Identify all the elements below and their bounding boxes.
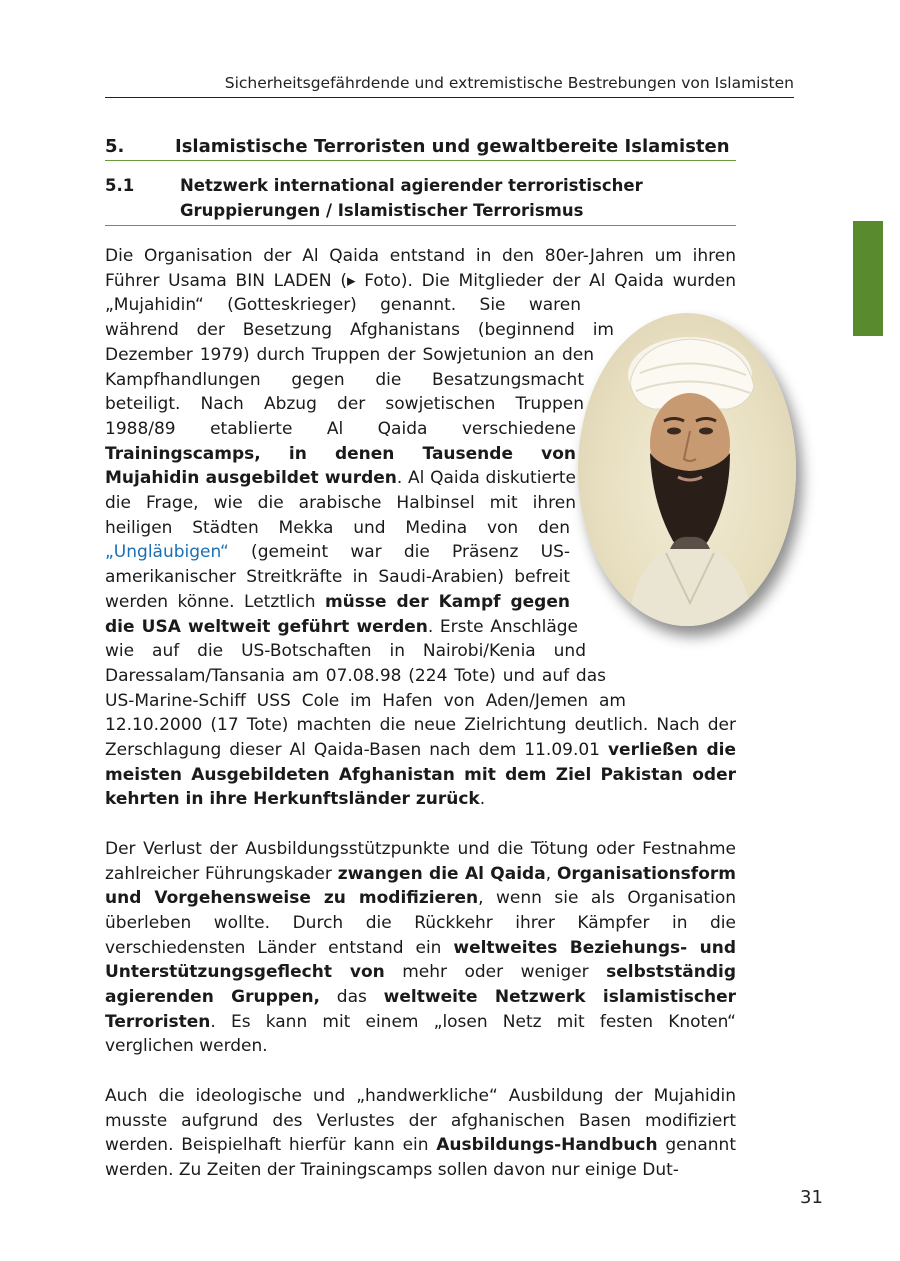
paragraph-2-bold-5: weltweite Netzwerk islamistischer Terroristen [105,987,736,1032]
float-spacer-4 [584,379,736,428]
paragraph-2-bold-4: selbstständig agierenden Gruppen, [105,962,736,1008]
paragraph-2-bold-1: zwangen die Al Qaida [337,863,546,884]
paragraph-2-text-6: . Es kann mit einem „losen Netz mit festen Knoten“ verglichen werden. [105,1011,736,1057]
float-spacer-8 [586,626,736,651]
section-title: Islamistische Terroristen und gewaltbereite Islamisten [175,136,730,157]
paragraph-2-bold-2: Organisationsform und Vorgehensweise zu modifizieren [105,863,736,909]
paragraph-1-text-5: . Erste Anschläge wie auf die US-Botschaften in Nairobi/Kenia und Daressalam/Tansania am 07.08.98 (224 Tote) und auf das US-Marine-Schiff USS Cole im Hafen von Aden/Jemen am 12.10.2000 (17 Tote) machten die neue Zielrichtung deutlich. Nach der Zerschlagung dieser Al Qaida-Basen nach dem 11.09.01 [105,616,736,761]
running-header: Sicherheitsgefährdende und extremistische Bestrebungen von Islamisten [105,74,794,98]
subsection-title-line-2: Gruppierungen / Islamistischer Terrorismus [180,201,584,220]
float-spacer-3 [594,355,736,380]
paragraph-2 [105,837,736,1059]
paragraph-2-bold-3: weltweites Beziehungs- und Unterstützungsgeflecht von [105,937,736,983]
paragraph-1-text-2: Foto). Die Mitglieder der Al Qaida wurden „Mujahidin“ (Gotteskrieger) genannt. Sie waren während der Besetzung Afghanistans (beginnend im Dezember 1979) durch Truppen der Sowjetunion an den Kampfhandlungen gegen die Besatzungsmacht beteiligt. Nach Abzug der sowjetischen Truppen 1988/89 etablierte Al Qaida verschiedene [105,270,737,439]
float-spacer-5 [576,429,736,528]
paragraph-1-text-4: (gemeint war die Präsenz US-amerikanischer Streitkräfte in Saudi-Arabien) befreit werden könne. Letztlich [105,542,570,612]
float-spacer-1 [646,306,736,330]
arrow-icon: ▸ [346,270,356,291]
paragraph-1-bold-3: verließen die meisten Ausgebildeten Afghanistan mit dem Ziel Pakistan oder kehrten in ihre Herkunftsländer zurück [105,740,736,810]
float-spacer-10 [626,676,736,701]
section-number: 5. [105,136,125,157]
subsection-heading [105,173,736,226]
paragraph-3-text-1: Auch die ideologische und „handwerkliche“ Ausbildung der Mujahidin musste aufgrund des Verlustes der afghanischen Basen modifiziert werden. Beispielhaft hierfür kann ein [105,1085,736,1156]
paragraph-1-bold-2: müsse der Kampf gegen die USA weltweit geführt werden [105,591,570,637]
paragraph-3-bold-1: Ausbildungs-Handbuch [436,1135,658,1156]
float-spacer-6 [570,528,736,602]
subsection-number: 5.1 [105,176,135,195]
chapter-tab-marker [853,221,883,336]
quote-unbelievers: „Ungläubigen“ [105,542,229,563]
float-spacer-2 [614,330,736,355]
paragraph-3-text-2: genannt werden. Zu Zeiten der Trainingscamps sollen davon nur einige Dut- [105,1135,737,1180]
paragraph-2-text-1: Der Verlust der Ausbildungsstützpunkte und die Tötung oder Festnahme zahlreicher Führungskader [105,838,736,884]
body-text [105,244,736,1207]
paragraph-2-text-5: das [320,987,384,1008]
float-spacer-7 [578,602,736,627]
paragraph-1-bold-1: Trainingscamps, in denen Tausende von Mujahidin ausgebildet wurden [105,443,576,489]
paragraph-1-text-6: . [479,789,486,810]
paragraph-1 [105,244,736,812]
paragraph-1-text-1: Die Organisation der Al Qaida entstand in den 80er-Jahren um ihren Führer Usama BIN LADEN ( [105,246,736,291]
paragraph-2-text-2: , [545,863,557,884]
paragraph-2-text-3: , wenn sie als Organisation überleben wollte. Durch die Rückkehr ihrer Kämpfer in die verschiedensten Länder entstand ein [105,888,736,958]
page-number: 31 [800,1187,823,1208]
subsection-title-line-1: Netzwerk international agierender terroristischer [180,176,643,195]
float-spacer-9 [606,651,736,676]
paragraph-3 [105,1084,736,1183]
section-heading [105,136,736,161]
paragraph-1-text-3: . Al Qaida diskutierte die Frage, wie die arabische Halbinsel mit ihren heiligen Städten Mekka und Medina von den [105,468,576,538]
paragraph-2-text-4: mehr oder weniger [384,962,607,983]
